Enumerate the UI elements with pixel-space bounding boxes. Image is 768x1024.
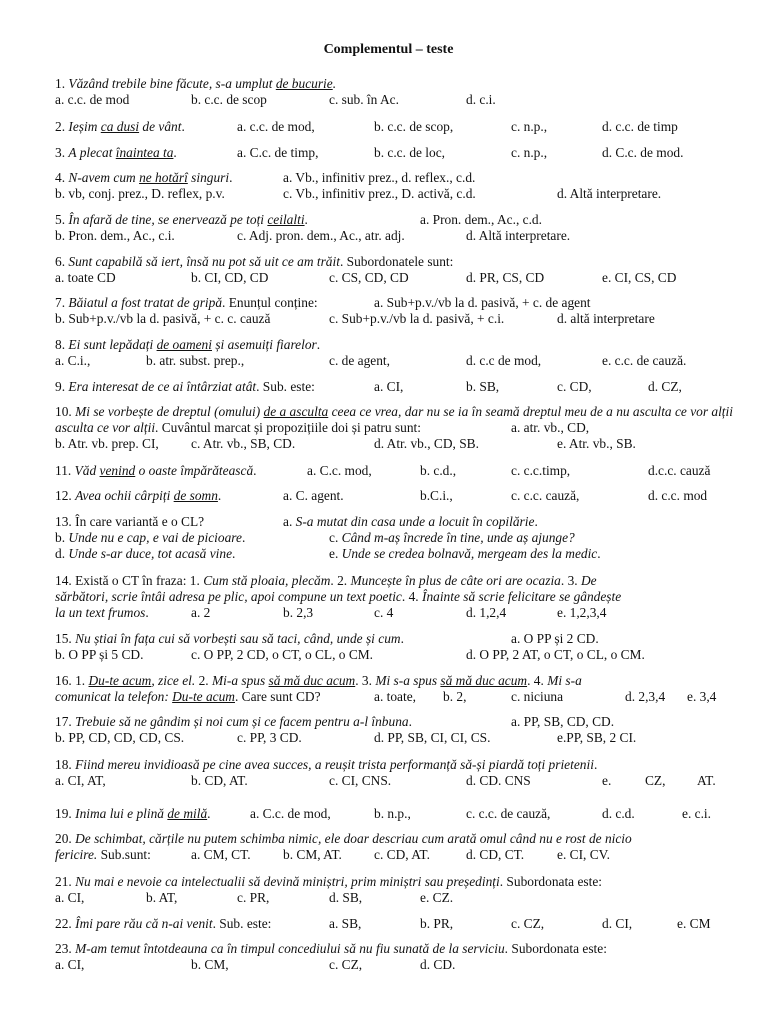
- option-e: e. CM: [677, 916, 711, 931]
- option-d: d. O PP, 2 AT, o CT, o CL, o CM.: [466, 647, 645, 662]
- question-text: Inima lui e plină de milă: [75, 806, 208, 821]
- option-c: c. c.c. de cauză,: [466, 806, 551, 821]
- option-b: b. CI, CD, CD: [191, 270, 269, 285]
- question-19: 19. Inima lui e plină de milă. a. C.c. de mod, b. n.p., c. c.c. de cauză, d. c.d. e. c.i.: [55, 806, 711, 821]
- option-b: b. c.c. de scop,: [374, 119, 454, 134]
- question-2: 2. Ieșim ca dusi de vânt. a. c.c. de mod, b. c.c. de scop, c. n.p., d. c.c. de timp: [55, 119, 678, 134]
- option-b: b. Sub+p.v./vb la d. pasivă, + c. c. cauză: [55, 311, 271, 326]
- option-b: b. c.c. de scop: [191, 92, 267, 107]
- question-text: Băiatul a fost tratat de gripă: [68, 295, 223, 310]
- option-a: a. Pron. dem., Ac., c.d.: [420, 212, 542, 227]
- option-d: d. Atr. vb., CD, SB.: [374, 436, 479, 451]
- option-d: d. c.c. mod: [648, 488, 708, 503]
- question-text: Ei sunt lepădați de oameni și asemuiți fiarelor: [68, 337, 317, 352]
- option-e: e. Unde se credea bolnavă, mergeam des la medic.: [329, 546, 601, 561]
- option-b: b. PP, CD, CD, CD, CS.: [55, 730, 185, 745]
- option-b: b. vb, conj. prez., D. reflex, p.v.: [55, 186, 225, 201]
- option-b: b. CM,: [191, 957, 229, 972]
- option-d: d. PR, CS, CD: [466, 270, 545, 285]
- option-b: b. AT,: [146, 890, 178, 905]
- option-a: a. O PP și 2 CD.: [511, 631, 599, 646]
- question-1: 1. Văzând trebile bine făcute, s-a umplut de bucurie. a. c.c. de mod b. c.c. de scop c. sub. în Ac. d. c.i.: [55, 76, 496, 107]
- question-text: Îmi pare rău că n-ai venit: [75, 916, 213, 931]
- option-b: b. 2,3: [283, 605, 314, 620]
- question-15: 15. Nu știai în fața cui să vorbești sau să taci, când, unde și cum. a. O PP și 2 CD. b. O PP și 5 CD. c. O PP, 2 CD, o CT, o CL, o CM. d. O PP, 2 AT, o CT, o CL, o CM.: [55, 631, 645, 662]
- option-c: c. c.c.timp,: [511, 463, 571, 478]
- question-23: 23. M-am temut întotdeauna ca în timpul concediului să nu fiu sunată de la serviciu. Subordonata este: a. CI, b. CM, c. CZ, d. CD.: [55, 941, 607, 972]
- option-a: a. C.c. mod,: [307, 463, 372, 478]
- option-e: e. 1,2,3,4: [557, 605, 607, 620]
- option-b: b. c.d.,: [420, 463, 457, 478]
- option-c: c. de agent,: [329, 353, 390, 368]
- question-text: În care variantă e o CL?: [75, 514, 205, 529]
- option-d: d. c.i.: [466, 92, 496, 107]
- option-a: a. 2: [191, 605, 211, 620]
- option-c: c. CZ,: [511, 916, 545, 931]
- option-d: d. 1,2,4: [466, 605, 507, 620]
- question-text: Văd venind o oaste împărătească: [74, 463, 254, 478]
- option-b: b. CM, AT.: [283, 847, 342, 862]
- option-d: d. c.c. de timp: [602, 119, 678, 134]
- option-b: b. 2,: [443, 689, 467, 704]
- option-a: a. CI,: [55, 890, 85, 905]
- option-b: b. n.p.,: [374, 806, 411, 821]
- option-c: c. CD,: [557, 379, 592, 394]
- question-text: Mi se vorbește de dreptul (omului) de a asculta ceea ce vrea, dar nu se ia în seamă dreptul meu de a nu asculta ce vor alții: [75, 404, 733, 419]
- option-e: e. CZ.: [420, 890, 454, 905]
- option-d: d. PP, SB, CI, CI, CS.: [374, 730, 491, 745]
- question-10: 10. Mi se vorbește de dreptul (omului) de a asculta ceea ce vrea, dar nu se ia în seamă dreptul meu de a nu asculta ce vor alții asculta ce vor alții. Cuvântul marcat și propozițiile doi și patru sunt: a. atr. vb., CD, b. Atr. vb. prep. CI, c. Atr. vb., SB, CD. d. Atr. vb., CD, SB. e. Atr. vb., SB.: [55, 404, 733, 451]
- option-c: c. n.p.,: [511, 145, 548, 160]
- option-c: c. PR,: [237, 890, 270, 905]
- question-7: 7. Băiatul a fost tratat de gripă. Enunțul conține: a. Sub+p.v./vb la d. pasivă, + c. de agent b. Sub+p.v./vb la d. pasivă, + c. c. cauză c. Sub+p.v./vb la d. pasivă, + c.i. d. altă interpretare: [55, 295, 655, 326]
- option-a: a. CI, AT,: [55, 773, 106, 788]
- option-a: a. PP, SB, CD, CD.: [511, 714, 615, 729]
- question-9: 9. Era interesat de ce ai întârziat atât. Sub. este: a. CI, b. SB, c. CD, d. CZ,: [55, 379, 682, 394]
- question-21: 21. Nu mai e nevoie ca intelectualii să devină miniștri, prim miniștri sau președinți. Subordonata este: a. CI, b. AT, c. PR, d. SB, e. CZ.: [55, 874, 603, 905]
- option-d: d. CI,: [602, 916, 633, 931]
- option-a: a. CI,: [374, 379, 404, 394]
- option-c: c. CI, CNS.: [329, 773, 392, 788]
- option-e: e. c.c. de cauză.: [602, 353, 687, 368]
- option-a: a. C.c. de timp,: [237, 145, 319, 160]
- option-a: a. CI,: [55, 957, 85, 972]
- option-c: c. CS, CD, CD: [329, 270, 409, 285]
- option-d: d. CD, CT.: [466, 847, 525, 862]
- question-18: 18. Fiind mereu invidioasă pe cine avea succes, a reușit trista performanță să-și piardă toți prietenii. a. CI, AT, b. CD, AT. c. CI, CNS. d. CD. CNS e. CZ, AT.: [55, 757, 716, 788]
- question-12: 12. Avea ochii cârpiți de somn. a. C. agent. b.C.i., c. c.c. cauză, d. c.c. mod: [55, 488, 708, 503]
- option-c: c. niciuna: [511, 689, 564, 704]
- question-text: Era interesat de ce ai întârziat atât: [68, 379, 257, 394]
- option-e: e. c.i.: [682, 806, 711, 821]
- option-d: d. 2,3,4: [625, 689, 666, 704]
- question-text: Sunt capabilă să iert, însă nu pot să uit ce am trăit: [68, 254, 340, 269]
- option-d: d. c.c de mod,: [466, 353, 542, 368]
- option-c: c. sub. în Ac.: [329, 92, 399, 107]
- option-a: a. c.c. de mod: [55, 92, 130, 107]
- option-d: d. C.c. de mod.: [602, 145, 684, 160]
- option-b: b.C.i.,: [420, 488, 453, 503]
- option-b: b. SB,: [466, 379, 500, 394]
- question-text: A plecat înaintea ta: [68, 145, 174, 160]
- option-c: c. 4: [374, 605, 394, 620]
- question-16: 16. 1. Du-te acum, zice el. 2. Mi-a spus să mă duc acum. 3. Mi s-a spus să mă duc acum. 4. Mi s-a comunicat la telefon: Du-te acum. Care sunt CD? a. toate, b. 2, c. niciuna d. 2,3,4 e. 3,4: [55, 673, 717, 704]
- question-22: 22. Îmi pare rău că n-ai venit. Sub. este: a. SB, b. PR, c. CZ, d. CI, e. CM: [55, 916, 711, 931]
- option-c: c. CD, AT.: [374, 847, 430, 862]
- option-a: a. toate CD: [55, 270, 116, 285]
- question-3: 3. A plecat înaintea ta. a. C.c. de timp, b. c.c. de loc, c. n.p., d. C.c. de mod.: [55, 145, 684, 160]
- option-b: b. CD, AT.: [191, 773, 248, 788]
- question-14: 14. Există o CT în fraza: 1. Cum stă ploaia, plecăm. 2. Muncește în plus de câte ori are ocazia. 3. De sărbători, scrie întâi adresa pe plic, apoi compune un text poetic. 4. Înainte să scrie felicitare se gândește la un text frumos. a. 2 b. 2,3 c. 4 d. 1,2,4 e. 1,2,3,4: [55, 573, 622, 620]
- option-c: c. Vb., infinitiv prez., D. activă, c.d.: [283, 186, 476, 201]
- question-11: 11. Văd venind o oaste împărătească. a. C.c. mod, b. c.d., c. c.c.timp, d.c.c. cauză: [55, 463, 711, 478]
- option-e: e. Atr. vb., SB.: [557, 436, 636, 451]
- option-a: a. Vb., infinitiv prez., d. reflex., c.d.: [283, 170, 476, 185]
- option-d: d. altă interpretare: [557, 311, 655, 326]
- question-5: 5. În afară de tine, se enervează pe toți ceilalti. a. Pron. dem., Ac., c.d. b. Pron. dem., Ac., c.i. c. Adj. pron. dem., Ac., atr. adj. d. Altă interpretare.: [55, 212, 571, 243]
- question-text: Avea ochii cârpiți de somn: [75, 488, 218, 503]
- question-13: 13. În care variantă e o CL? a. S-a mutat din casa unde a locuit în copilărie. b. Unde nu e cap, e vai de picioare. c. Când m-aș încrede în tine, unde aș ajunge? d. Unde s-ar duce, tot acasă vine. e. Unde se credea bolnavă, mergeam des la medic.: [55, 514, 601, 561]
- option-d: d. CD. CNS: [466, 773, 531, 788]
- option-e: e. CI, CS, CD: [602, 270, 677, 285]
- question-text: Nu mai e nevoie ca intelectualii să devină miniștri, prim miniștri sau președinți: [75, 874, 500, 889]
- option-b: b. atr. subst. prep.,: [146, 353, 245, 368]
- question-4: 4. N-avem cum ne hotărî singuri. a. Vb., infinitiv prez., d. reflex., c.d. b. vb, conj. prez., D. reflex, p.v. c. Vb., infinitiv prez., D. activă, c.d. d. Altă interpretare.: [55, 170, 662, 201]
- option-d: d. Altă interpretare.: [466, 228, 571, 243]
- option-c: c. Când m-aș încrede în tine, unde aș ajunge?: [329, 530, 575, 545]
- option-d: d. Altă interpretare.: [557, 186, 662, 201]
- option-c: c. Adj. pron. dem., Ac., atr. adj.: [237, 228, 405, 243]
- question-8: 8. Ei sunt lepădați de oameni și asemuiți fiarelor. a. C.i., b. atr. subst. prep., c. de agent, d. c.c de mod, e. c.c. de cauză.: [55, 337, 687, 368]
- option-c: c. Sub+p.v./vb la d. pasivă, + c.i.: [329, 311, 505, 326]
- question-text: Trebuie să ne gândim și noi cum și ce facem pentru a-l înbuna: [75, 714, 409, 729]
- option-e: e.: [602, 773, 612, 788]
- question-text: Fiind mereu invidioasă pe cine avea succes, a reușit trista performanță să-și piardă toți prietenii: [75, 757, 594, 772]
- option-d: d. SB,: [329, 890, 363, 905]
- option-e: e.PP, SB, 2 CI.: [557, 730, 637, 745]
- option-c: c. n.p.,: [511, 119, 548, 134]
- option-d: d. CZ,: [648, 379, 682, 394]
- option-c: c. O PP, 2 CD, o CT, o CL, o CM.: [191, 647, 374, 662]
- option-c: c. PP, 3 CD.: [237, 730, 302, 745]
- question-text: N-avem cum ne hotărî singuri: [68, 170, 230, 185]
- option-a: a. C.i.,: [55, 353, 91, 368]
- question-17: 17. Trebuie să ne gândim și noi cum și ce facem pentru a-l înbuna. a. PP, SB, CD, CD. b. PP, CD, CD, CD, CS. c. PP, 3 CD. d. PP, SB, CI, CI, CS. e.PP, SB, 2 CI.: [55, 714, 637, 745]
- option-b: b. Pron. dem., Ac., c.i.: [55, 228, 175, 243]
- option-c: c. CZ,: [329, 957, 363, 972]
- question-text: Văzând trebile bine făcute, s-a umplut de bucurie.: [68, 76, 337, 91]
- option-a: a. CM, CT.: [191, 847, 251, 862]
- option-a: a. C.c. de mod,: [250, 806, 331, 821]
- option-a: a. S-a mutat din casa unde a locuit în copilărie.: [283, 514, 538, 529]
- option-d: d.c.c. cauză: [648, 463, 711, 478]
- option-b: b. Atr. vb. prep. CI,: [55, 436, 159, 451]
- page-title: Complementul – teste: [323, 42, 454, 57]
- option-a: a. SB,: [329, 916, 362, 931]
- option-b: b. c.c. de loc,: [374, 145, 446, 160]
- option-d: d. c.d.: [602, 806, 635, 821]
- option-a: a. Sub+p.v./vb la d. pasivă, + c. de agent: [374, 295, 591, 310]
- question-20: 20. De schimbat, cărțile nu putem schimba nimic, ele doar descriau cum arată omul când nu e rost de nicio fericire. Sub.sunt: a. CM, CT. b. CM, AT. c. CD, AT. d. CD, CT. e. CI, CV.: [55, 831, 632, 862]
- option-a: a. C. agent.: [283, 488, 344, 503]
- option-e: e. CI, CV.: [557, 847, 610, 862]
- option-a: a. c.c. de mod,: [237, 119, 315, 134]
- question-text: M-am temut întotdeauna ca în timpul concediului să nu fiu sunată de la serviciu: [75, 941, 505, 956]
- option-c: c. Atr. vb., SB, CD.: [191, 436, 296, 451]
- question-text: Nu știai în fața cui să vorbești sau să taci, când, unde și cum: [75, 631, 401, 646]
- option-c: c. c.c. cauză,: [511, 488, 580, 503]
- option-b: b. O PP și 5 CD.: [55, 647, 144, 662]
- option-d: d. Unde s-ar duce, tot acasă vine.: [55, 546, 236, 561]
- option-b: b. PR,: [420, 916, 454, 931]
- question-text: Ieșim ca dusi de vânt: [68, 119, 182, 134]
- question-6: 6. Sunt capabilă să iert, însă nu pot să uit ce am trăit. Subordonatele sunt: a. toate CD b. CI, CD, CD c. CS, CD, CD d. PR, CS, CD e. CI, CS, CD: [55, 254, 677, 285]
- question-text: În afară de tine, se enervează pe toți ceilalti: [68, 212, 305, 227]
- option-b: b. Unde nu e cap, e vai de picioare.: [55, 530, 246, 545]
- option-a: a. toate,: [374, 689, 417, 704]
- option-d: d. CD.: [420, 957, 456, 972]
- option-a: a. atr. vb., CD,: [511, 420, 590, 435]
- option-e: e. 3,4: [687, 689, 717, 704]
